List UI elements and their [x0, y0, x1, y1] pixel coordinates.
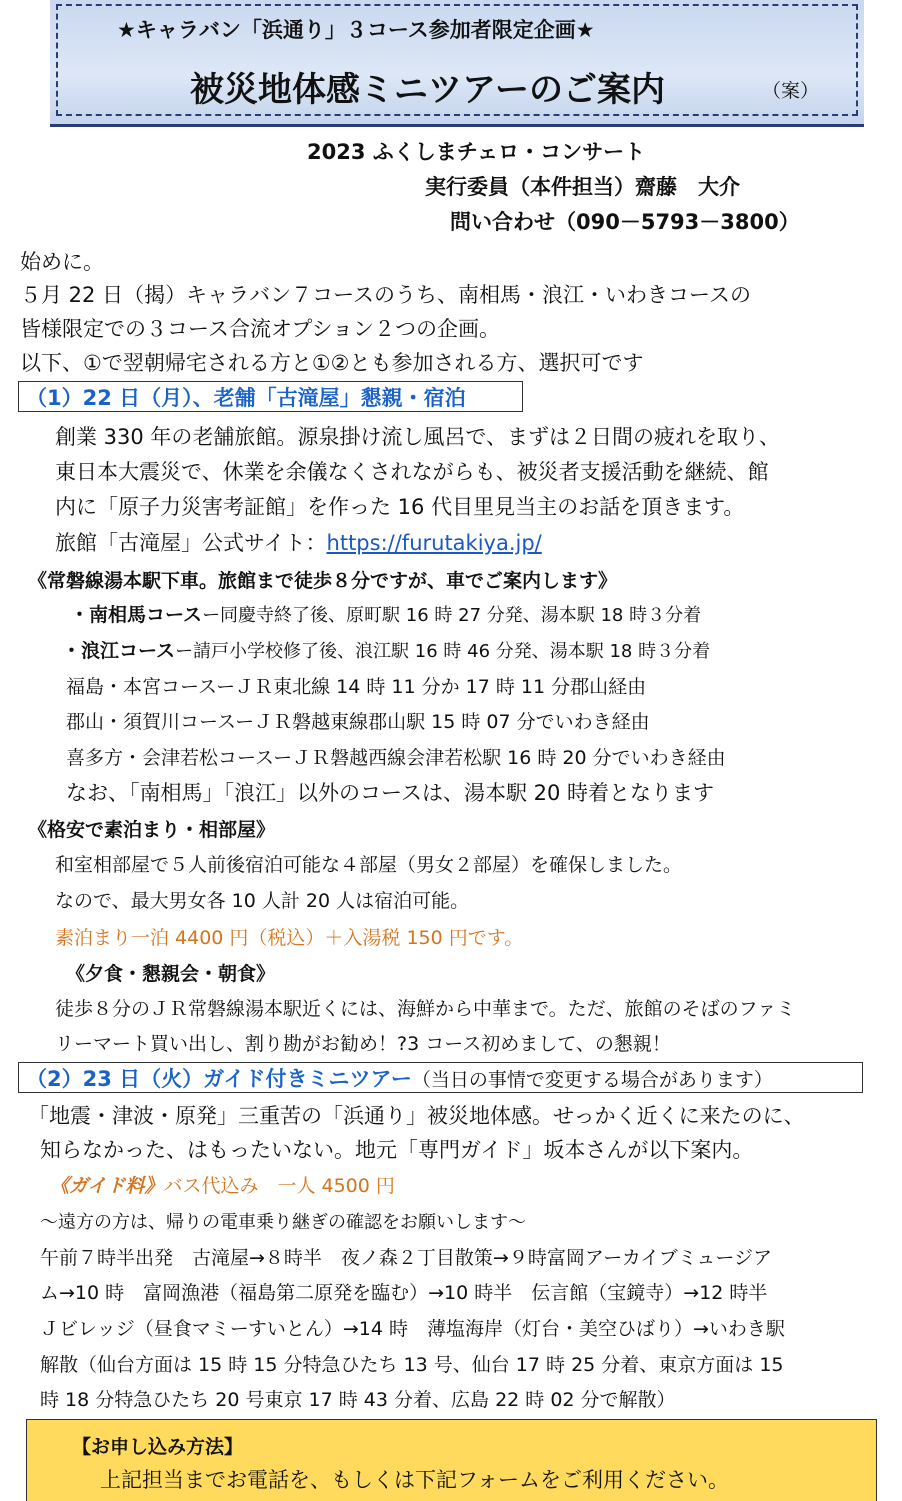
- route-item: 喜多方・会津若松コースーＪＲ磐越西線会津若松駅 16 時 20 分でいわき経由: [66, 747, 726, 769]
- event-name: 2023 ふくしまチェロ・コンサート: [307, 140, 646, 164]
- route-item: 福島・本宮コースーＪＲ東北線 14 時 11 分か 17 時 11 分郡山経由: [66, 676, 647, 698]
- route-detail: ー請戸小学校修了後、浪江駅 16 時 46 分発、湯本駅 18 時３分着: [175, 641, 711, 662]
- guide-fee-line: [50, 1171, 395, 1198]
- route-name: ・南相馬コース: [70, 604, 203, 626]
- route-item: [62, 636, 710, 663]
- site-link[interactable]: https://furutakiya.jp/: [326, 531, 542, 555]
- stay-heading: 《格安で素泊まり・相部屋》: [28, 819, 276, 841]
- organizer-person: 実行委員（本件担当）齋藤 大介: [425, 175, 740, 199]
- section2-paragraph: 知らなかった、はもったいない。地元「専門ガイド」坂本さんが以下案内。: [40, 1138, 754, 1162]
- schedule-line: ム→10 時 富岡漁港（福島第二原発を臨む）→10 時半 伝言館（宝鏡寺）→12 時半: [40, 1282, 768, 1304]
- meal-heading: 《夕食・懇親会・朝食》: [66, 963, 276, 985]
- contact-phone: 問い合わせ（090－5793－3800）: [450, 210, 800, 234]
- stay-line: 和室相部屋で５人前後宿泊可能な４部屋（男女２部屋）を確保しました。: [55, 854, 683, 876]
- section2-paragraph: 「地震・津波・原発」三重苦の「浜通り」被災地体感。せっかく近くに来たのに、: [28, 1104, 805, 1128]
- route-name: ・浪江コース: [62, 640, 176, 662]
- route-item: [70, 600, 701, 627]
- route-detail: ー同慶寺終了後、原町駅 16 時 27 分発、湯本駅 18 時３分着: [202, 605, 702, 626]
- intro-line: ５月 22 日（揭）キャラバン７コースのうち、南相馬・浪江・いわきコースの: [20, 283, 751, 307]
- apply-text: 上記担当までお電話を、もしくは下記フォームをご利用ください。: [100, 1468, 729, 1492]
- route-item: 郡山・須賀川コースーＪＲ磐越東線郡山駅 15 時 07 分でいわき経由: [66, 711, 650, 733]
- page-title: 被災地体感ミニツアーのご案内: [190, 70, 665, 110]
- intro-line: 以下、①で翌朝帰宅される方と①②とも参加される方、選択可です: [20, 351, 644, 375]
- stay-line: なので、最大男女各 10 人計 20 人は宿泊可能。: [55, 890, 470, 912]
- guide-fee-label: 《ガイド料》: [50, 1175, 164, 1197]
- access-heading: 《常磐線湯本駅下車。旅館まで徒歩８分ですが、車でご案内します》: [28, 570, 618, 592]
- site-line: [55, 527, 542, 557]
- section1-heading: （1）22 日（月）、老舗「古滝屋」懇親・宿泊: [26, 386, 466, 410]
- route-note: なお、「南相馬」「浪江」以外のコースは、湯本駅 20 時着となります: [66, 781, 715, 805]
- site-label: 旅館「古滝屋」公式サイト：: [55, 531, 327, 555]
- apply-heading: 【お申し込み方法】: [72, 1436, 244, 1458]
- meal-line: 徒歩８分のＪＲ常磐線湯本駅近くには、海鮮から中華まで。ただ、旅館のそばのファミ: [55, 998, 796, 1020]
- schedule-line: 午前７時半出発 古滝屋→８時半 夜ノ森２丁目散策→９時富岡アーカイブミュージア: [40, 1247, 772, 1269]
- section1-paragraph: 内に「原子力災害考証館」を作った 16 代目里見当主のお話を頂きます。: [55, 495, 745, 519]
- title-note: （案）: [762, 80, 820, 102]
- section1-paragraph: 東日本大震災で、休業を余儀なくされながらも、被災者支援活動を継続、館: [55, 460, 769, 484]
- section2-heading-note: （当日の事情で変更する場合があります）: [411, 1069, 773, 1091]
- schedule-line: 時 18 分特急ひたち 20 号東京 17 時 43 分着、広島 22 時 02 分で解散）: [40, 1389, 676, 1411]
- guide-note: ～遠方の方は、帰りの電車乗り継ぎの確認をお願いします～: [40, 1212, 526, 1233]
- guide-fee-detail: バス代込み 一人 4500 円: [163, 1175, 395, 1197]
- intro-lead: 始めに。: [20, 250, 104, 274]
- intro-line: 皆様限定での３コース合流オプション２つの企画。: [20, 317, 501, 341]
- header-subtitle: ★キャラバン「浜通り」３コース参加者限定企画★: [117, 18, 595, 42]
- schedule-line: Ｊビレッジ（昼食マミーすいとん）→14 時 薄塩海岸（灯台・美空ひばり）→いわき駅: [40, 1318, 785, 1340]
- section2-heading-line: [26, 1063, 773, 1093]
- meal-line: リーマート買い出し、割り勘がお勧め！?3 コース初めまして、の懇親！: [55, 1033, 671, 1055]
- schedule-line: 解散（仙台方面は 15 時 15 分特急ひたち 13 号、仙台 17 時 25 分着、東京方面は 15: [40, 1354, 784, 1376]
- section1-paragraph: 創業 330 年の老舗旅館。源泉掛け流し風呂で、まずは２日間の疲れを取り、: [55, 425, 781, 449]
- stay-price: 素泊まり一泊 4400 円（税込）＋入湯税 150 円です。: [55, 927, 524, 949]
- section2-heading: （2）23 日（火）ガイド付きミニツアー: [26, 1067, 412, 1091]
